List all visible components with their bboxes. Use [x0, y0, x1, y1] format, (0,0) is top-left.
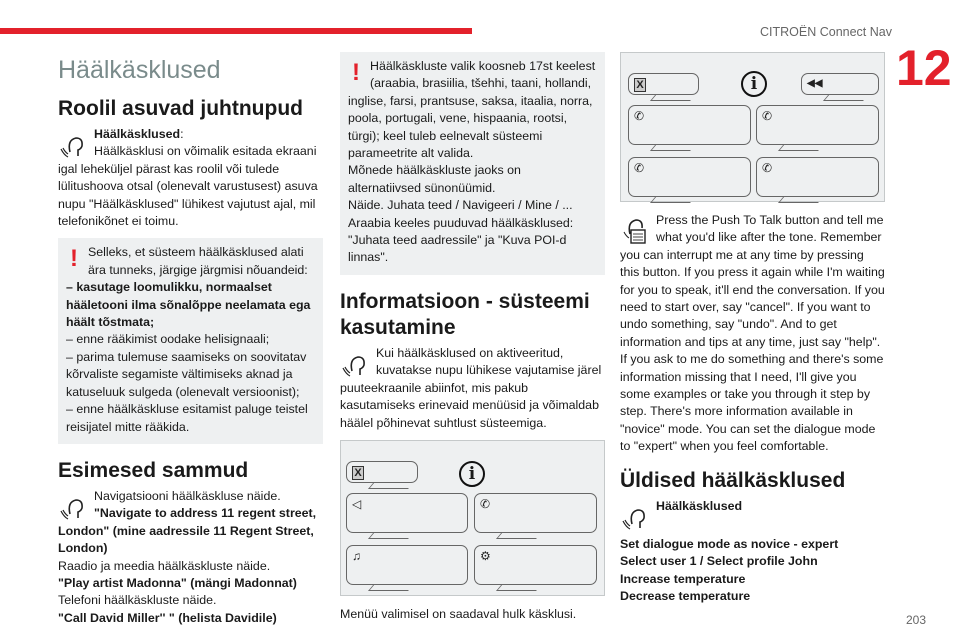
close-icon: X [352, 466, 364, 480]
command-item: Decrease temperature [620, 588, 751, 603]
settings-menu-button[interactable] [474, 545, 597, 585]
close-icon: X [634, 78, 646, 92]
voice-paragraph: Häälkäsklused: Häälkäsklusi on võimalik esitada ekraani igal leheküljel pärast kas roolil või tulede lülitushoova otsal (olenevalt varustusest) asuva nupu "Häälkäsklused" lühikest vajutust ajal, mil telefonikõnet ei toimu. [58, 127, 318, 229]
phone-menu-screen [620, 52, 885, 202]
column-3 [620, 52, 885, 605]
push-to-talk-paragraph: Press the Push To Talk button and tell me what you'd like after the tone. Remember you can interrupt me at any time by pressing this button. If you press it again while I'm waiting for you to speak, it'll end the conversation. If you need to start over, say "cancel". If you want to undo something, say "undo". And to get information and tips at any time, just say "help". If you ask to me do something and there's some information missing that I need, I'll give you some examples or take you through it step by step. There's more information available in "novice" mode. You can set the dialogue mode to "expert" when you feel comfortable. [620, 213, 885, 454]
warning-note: ! Selleks, et süsteem häälkäsklused alati ära tunneks, järgige järgmisi nõuandeid: – kasutage loomulikku, normaalset hääletooni ilma sõnalõppe neelamata ega häält tõstmata; – enne rääkimist oodake helisignaali; – parima tulemuse saamiseks on soovitatav kõrvaliste segamiste vältimiseks aknad ja katuseluuk sulgeda (olenevalt versioonist); – enne häälkäskluse esitamist paluge teistel reisijatel mitte rääkida. [58, 238, 323, 443]
chapter-number: 12 [896, 40, 952, 96]
voice-command-icon [620, 502, 650, 532]
phone-option-button[interactable] [756, 157, 879, 197]
settings-icon: ⚙ [480, 548, 491, 563]
column-2 [340, 52, 605, 623]
heading-info: Informatsioon - süsteemi kasutamine [340, 289, 590, 339]
command-list [620, 536, 885, 606]
header-red-bar [0, 28, 472, 34]
page-number: 203 [906, 613, 927, 627]
column-1 [58, 52, 323, 627]
phone-icon: ✆ [634, 161, 645, 175]
general-label-row: Häälkäsklused [620, 498, 885, 532]
screen-caption: Menüü valimisel on saadaval hulk käsklusi. [340, 606, 577, 621]
voice-command-icon [58, 130, 88, 160]
info-paragraph: Kui häälkäsklused on aktiveeritud, kuvatakse nupu lühikese vajutamise järel puuteekraanile abiinfot, mis pakub kasutamiseks erinevaid menüüsid ja võimaldab häälel põhinevat suhtlust süsteemiga. [340, 345, 602, 430]
close-button[interactable] [628, 73, 699, 95]
phone-option-button[interactable] [756, 105, 879, 145]
navigation-icon: ◁ [352, 496, 362, 511]
command-item: Select user 1 / Select profile John [620, 554, 818, 569]
phone-icon: ✆ [634, 109, 645, 123]
heading-general-commands: Üldised häälkäsklused [620, 468, 846, 492]
music-icon: ♫ [352, 548, 361, 563]
command-item: Set dialogue mode as novice - expert [620, 536, 839, 551]
manual-title: CITROËN Connect Nav [760, 25, 892, 39]
info-icon: i [741, 71, 767, 97]
phone-icon: ✆ [762, 109, 773, 123]
back-button[interactable] [801, 73, 879, 95]
heading-steering-controls: Roolil asuvad juhtnupud [58, 97, 303, 120]
media-menu-button[interactable] [346, 545, 468, 585]
phone-menu-button[interactable] [474, 493, 597, 533]
close-button[interactable] [346, 461, 418, 483]
warning-icon: ! [70, 245, 78, 273]
push-to-talk-icon [620, 216, 650, 246]
language-note: ! Häälkäskluste valik koosneb 17st keelest (araabia, brasiilia, tšehhi, taani, hollandi, inglise, farsi, prantsuse, saksa, itaalia, norra, poola, portugali, vene, hispaania, rootsi, türgi); keel tuleb eelnevalt süsteemi parameetrite alt valida. Mõnede häälkäskluste jaoks on alternatiivsed sünonüümid. Näide. Juhata teed / Navigeeri / Mine / ... Araabia keeles puuduvad häälkäsklused: "Juhata teed aadressile" ja "Kuva POI-d linnas". [340, 52, 605, 275]
phone-option-button[interactable] [628, 105, 751, 145]
warning-icon: ! [352, 59, 360, 86]
phone-icon: ✆ [480, 496, 491, 511]
examples: Navigatsiooni häälkäskluse näide. "Navigate to address 11 regent street, London" (mine aadressile 11 Regent Street, London) Raadio ja meedia häälkäskluste näide. "Play artist Madonna" (mängi Madonnat) Telefoni häälkäskluste näide. "Call David Miller'' " (helista Davidile) [58, 488, 317, 625]
phone-icon: ✆ [762, 161, 773, 175]
phone-option-button[interactable] [628, 157, 751, 197]
voice-menu-screen [340, 440, 605, 596]
back-icon: ◀◀ [807, 78, 823, 89]
navigation-menu-button[interactable] [346, 493, 468, 533]
info-icon: i [459, 461, 485, 487]
command-item: Increase temperature [620, 571, 746, 586]
voice-command-icon [340, 349, 370, 379]
voice-command-icon [58, 492, 88, 522]
section-title: Häälkäsklused [58, 56, 221, 84]
heading-first-steps: Esimesed sammud [58, 458, 249, 482]
